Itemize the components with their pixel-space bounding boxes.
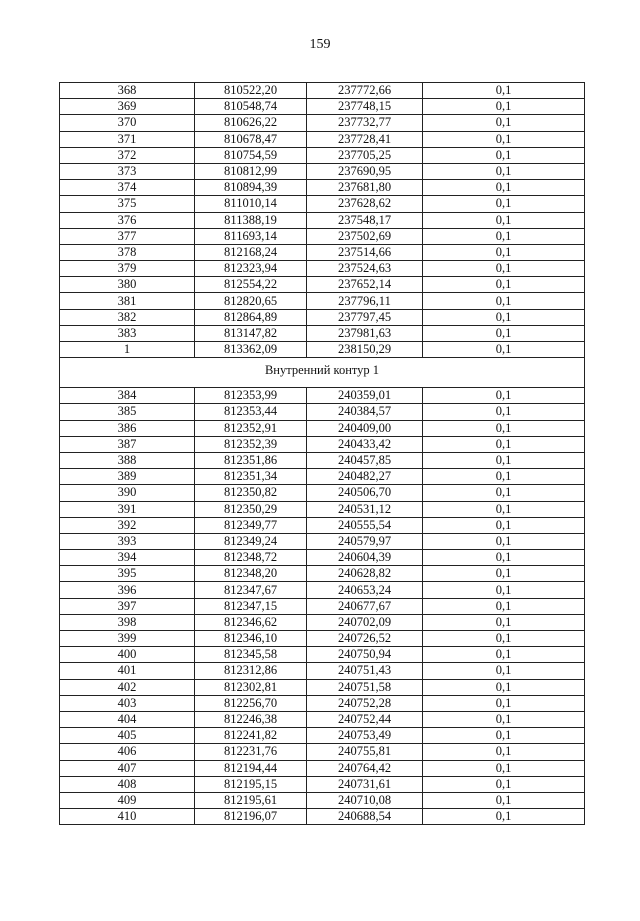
- table-row: [60, 695, 585, 711]
- table-row: [60, 760, 585, 776]
- accuracy-cell: 0,1: [423, 180, 585, 196]
- point-number-cell: 1: [60, 342, 195, 358]
- point-number-cell: 408: [60, 776, 195, 792]
- y-coordinate-cell: 240433,42: [307, 436, 423, 452]
- point-number-cell: 376: [60, 212, 195, 228]
- accuracy-cell: 0,1: [423, 809, 585, 825]
- table-row: [60, 792, 585, 808]
- accuracy-cell: 0,1: [423, 131, 585, 147]
- point-number-cell: 368: [60, 83, 195, 99]
- y-coordinate-cell: 240482,27: [307, 469, 423, 485]
- table-row: [60, 744, 585, 760]
- accuracy-cell: 0,1: [423, 115, 585, 131]
- point-number-cell: 396: [60, 582, 195, 598]
- accuracy-cell: 0,1: [423, 647, 585, 663]
- x-coordinate-cell: 812349,24: [195, 533, 307, 549]
- accuracy-cell: 0,1: [423, 614, 585, 630]
- table-row: [60, 614, 585, 630]
- point-number-cell: 370: [60, 115, 195, 131]
- table-row: [60, 631, 585, 647]
- x-coordinate-cell: 812168,24: [195, 244, 307, 260]
- point-number-cell: 400: [60, 647, 195, 663]
- accuracy-cell: 0,1: [423, 147, 585, 163]
- y-coordinate-cell: 237548,17: [307, 212, 423, 228]
- table-row: [60, 647, 585, 663]
- table-row: [60, 83, 585, 99]
- accuracy-cell: 0,1: [423, 452, 585, 468]
- y-coordinate-cell: 240710,08: [307, 792, 423, 808]
- accuracy-cell: 0,1: [423, 277, 585, 293]
- point-number-cell: 375: [60, 196, 195, 212]
- y-coordinate-cell: 237797,45: [307, 309, 423, 325]
- y-coordinate-cell: 240653,24: [307, 582, 423, 598]
- x-coordinate-cell: 812302,81: [195, 679, 307, 695]
- point-number-cell: 384: [60, 388, 195, 404]
- accuracy-cell: 0,1: [423, 309, 585, 325]
- point-number-cell: 393: [60, 533, 195, 549]
- point-number-cell: 390: [60, 485, 195, 501]
- page-number: 159: [309, 37, 331, 52]
- x-coordinate-cell: 812194,44: [195, 760, 307, 776]
- table-row: [60, 679, 585, 695]
- y-coordinate-cell: 240764,42: [307, 760, 423, 776]
- y-coordinate-cell: 240753,49: [307, 728, 423, 744]
- y-coordinate-cell: 240702,09: [307, 614, 423, 630]
- x-coordinate-cell: 812352,39: [195, 436, 307, 452]
- table-row: [60, 809, 585, 825]
- point-number-cell: 410: [60, 809, 195, 825]
- x-coordinate-cell: 811388,19: [195, 212, 307, 228]
- x-coordinate-cell: 812345,58: [195, 647, 307, 663]
- point-number-cell: 406: [60, 744, 195, 760]
- y-coordinate-cell: 237652,14: [307, 277, 423, 293]
- y-coordinate-cell: 240628,82: [307, 566, 423, 582]
- point-number-cell: 374: [60, 180, 195, 196]
- y-coordinate-cell: 237628,62: [307, 196, 423, 212]
- table-row: [60, 728, 585, 744]
- table-row: [60, 469, 585, 485]
- y-coordinate-cell: 238150,29: [307, 342, 423, 358]
- point-number-cell: 377: [60, 228, 195, 244]
- table-row: [60, 293, 585, 309]
- coordinates-table: [59, 82, 585, 825]
- x-coordinate-cell: 810678,47: [195, 131, 307, 147]
- accuracy-cell: 0,1: [423, 212, 585, 228]
- x-coordinate-cell: 812323,94: [195, 261, 307, 277]
- accuracy-cell: 0,1: [423, 196, 585, 212]
- table-row: [60, 163, 585, 179]
- table-row: [60, 663, 585, 679]
- y-coordinate-cell: 237748,15: [307, 99, 423, 115]
- accuracy-cell: 0,1: [423, 404, 585, 420]
- point-number-cell: 385: [60, 404, 195, 420]
- y-coordinate-cell: 237705,25: [307, 147, 423, 163]
- table-row: [60, 261, 585, 277]
- x-coordinate-cell: 810626,22: [195, 115, 307, 131]
- accuracy-cell: 0,1: [423, 420, 585, 436]
- y-coordinate-cell: 240384,57: [307, 404, 423, 420]
- point-number-cell: 398: [60, 614, 195, 630]
- y-coordinate-cell: 237524,63: [307, 261, 423, 277]
- point-number-cell: 386: [60, 420, 195, 436]
- accuracy-cell: 0,1: [423, 566, 585, 582]
- point-number-cell: 395: [60, 566, 195, 582]
- table-row: [60, 533, 585, 549]
- point-number-cell: 409: [60, 792, 195, 808]
- x-coordinate-cell: 810754,59: [195, 147, 307, 163]
- table-row: [60, 517, 585, 533]
- table-row: [60, 180, 585, 196]
- x-coordinate-cell: 812347,15: [195, 598, 307, 614]
- point-number-cell: 389: [60, 469, 195, 485]
- x-coordinate-cell: 812346,62: [195, 614, 307, 630]
- x-coordinate-cell: 810548,74: [195, 99, 307, 115]
- table-row: [60, 99, 585, 115]
- y-coordinate-cell: 240409,00: [307, 420, 423, 436]
- point-number-cell: 381: [60, 293, 195, 309]
- point-number-cell: 379: [60, 261, 195, 277]
- y-coordinate-cell: 240731,61: [307, 776, 423, 792]
- x-coordinate-cell: 812350,82: [195, 485, 307, 501]
- table-row: [60, 501, 585, 517]
- y-coordinate-cell: 237502,69: [307, 228, 423, 244]
- accuracy-cell: 0,1: [423, 663, 585, 679]
- point-number-cell: 407: [60, 760, 195, 776]
- accuracy-cell: 0,1: [423, 679, 585, 695]
- y-coordinate-cell: 240750,94: [307, 647, 423, 663]
- accuracy-cell: 0,1: [423, 760, 585, 776]
- point-number-cell: 387: [60, 436, 195, 452]
- table-row: [60, 711, 585, 727]
- accuracy-cell: 0,1: [423, 631, 585, 647]
- x-coordinate-cell: 812312,86: [195, 663, 307, 679]
- y-coordinate-cell: 240726,52: [307, 631, 423, 647]
- table-row: [60, 582, 585, 598]
- y-coordinate-cell: 237728,41: [307, 131, 423, 147]
- point-number-cell: 391: [60, 501, 195, 517]
- y-coordinate-cell: 240677,67: [307, 598, 423, 614]
- table-row: [60, 452, 585, 468]
- accuracy-cell: 0,1: [423, 533, 585, 549]
- accuracy-cell: 0,1: [423, 163, 585, 179]
- table-body-outer-contour: [60, 83, 585, 358]
- y-coordinate-cell: 240604,39: [307, 550, 423, 566]
- x-coordinate-cell: 812196,07: [195, 809, 307, 825]
- x-coordinate-cell: 812353,44: [195, 404, 307, 420]
- accuracy-cell: 0,1: [423, 792, 585, 808]
- accuracy-cell: 0,1: [423, 325, 585, 341]
- x-coordinate-cell: 812352,91: [195, 420, 307, 436]
- point-number-cell: 378: [60, 244, 195, 260]
- accuracy-cell: 0,1: [423, 744, 585, 760]
- accuracy-cell: 0,1: [423, 388, 585, 404]
- y-coordinate-cell: 240531,12: [307, 501, 423, 517]
- table-row: [60, 550, 585, 566]
- table-row: [60, 147, 585, 163]
- accuracy-cell: 0,1: [423, 99, 585, 115]
- section-label: Внутренний контур 1: [60, 358, 585, 388]
- y-coordinate-cell: 237796,11: [307, 293, 423, 309]
- table-row: [60, 212, 585, 228]
- x-coordinate-cell: 810522,20: [195, 83, 307, 99]
- x-coordinate-cell: 812349,77: [195, 517, 307, 533]
- accuracy-cell: 0,1: [423, 293, 585, 309]
- table-row: [60, 404, 585, 420]
- y-coordinate-cell: 240506,70: [307, 485, 423, 501]
- table-row: [60, 776, 585, 792]
- x-coordinate-cell: 812256,70: [195, 695, 307, 711]
- point-number-cell: 373: [60, 163, 195, 179]
- point-number-cell: 399: [60, 631, 195, 647]
- point-number-cell: 402: [60, 679, 195, 695]
- y-coordinate-cell: 240359,01: [307, 388, 423, 404]
- table-row: [60, 420, 585, 436]
- accuracy-cell: 0,1: [423, 776, 585, 792]
- accuracy-cell: 0,1: [423, 244, 585, 260]
- x-coordinate-cell: 812350,29: [195, 501, 307, 517]
- x-coordinate-cell: 812351,86: [195, 452, 307, 468]
- table-row: [60, 131, 585, 147]
- table-row: [60, 277, 585, 293]
- table-row: [60, 388, 585, 404]
- x-coordinate-cell: 810812,99: [195, 163, 307, 179]
- y-coordinate-cell: 237514,66: [307, 244, 423, 260]
- x-coordinate-cell: 812351,34: [195, 469, 307, 485]
- x-coordinate-cell: 812554,22: [195, 277, 307, 293]
- accuracy-cell: 0,1: [423, 436, 585, 452]
- point-number-cell: 403: [60, 695, 195, 711]
- table-row: [60, 485, 585, 501]
- y-coordinate-cell: 240555,54: [307, 517, 423, 533]
- accuracy-cell: 0,1: [423, 517, 585, 533]
- table-row: [60, 309, 585, 325]
- point-number-cell: 388: [60, 452, 195, 468]
- table-row: [60, 436, 585, 452]
- table-row: [60, 196, 585, 212]
- table-section-header: [60, 358, 585, 388]
- accuracy-cell: 0,1: [423, 342, 585, 358]
- accuracy-cell: 0,1: [423, 582, 585, 598]
- y-coordinate-cell: 240755,81: [307, 744, 423, 760]
- table-body-inner-contour: [60, 388, 585, 825]
- accuracy-cell: 0,1: [423, 469, 585, 485]
- x-coordinate-cell: 813147,82: [195, 325, 307, 341]
- x-coordinate-cell: 810894,39: [195, 180, 307, 196]
- table-row: [60, 598, 585, 614]
- point-number-cell: 372: [60, 147, 195, 163]
- point-number-cell: 397: [60, 598, 195, 614]
- accuracy-cell: 0,1: [423, 261, 585, 277]
- x-coordinate-cell: 812195,15: [195, 776, 307, 792]
- table-row: [60, 342, 585, 358]
- y-coordinate-cell: 237732,77: [307, 115, 423, 131]
- table-row: [60, 228, 585, 244]
- x-coordinate-cell: 812346,10: [195, 631, 307, 647]
- accuracy-cell: 0,1: [423, 485, 585, 501]
- x-coordinate-cell: 813362,09: [195, 342, 307, 358]
- x-coordinate-cell: 812348,72: [195, 550, 307, 566]
- y-coordinate-cell: 240751,58: [307, 679, 423, 695]
- x-coordinate-cell: 812231,76: [195, 744, 307, 760]
- y-coordinate-cell: 240579,97: [307, 533, 423, 549]
- x-coordinate-cell: 812241,82: [195, 728, 307, 744]
- point-number-cell: 392: [60, 517, 195, 533]
- y-coordinate-cell: 240457,85: [307, 452, 423, 468]
- x-coordinate-cell: 812246,38: [195, 711, 307, 727]
- x-coordinate-cell: 812348,20: [195, 566, 307, 582]
- x-coordinate-cell: 812864,89: [195, 309, 307, 325]
- accuracy-cell: 0,1: [423, 711, 585, 727]
- x-coordinate-cell: 812820,65: [195, 293, 307, 309]
- point-number-cell: 382: [60, 309, 195, 325]
- table-row: [60, 115, 585, 131]
- accuracy-cell: 0,1: [423, 550, 585, 566]
- accuracy-cell: 0,1: [423, 501, 585, 517]
- y-coordinate-cell: 237681,80: [307, 180, 423, 196]
- table-row: [60, 325, 585, 341]
- y-coordinate-cell: 240751,43: [307, 663, 423, 679]
- accuracy-cell: 0,1: [423, 695, 585, 711]
- point-number-cell: 394: [60, 550, 195, 566]
- table-row: [60, 566, 585, 582]
- accuracy-cell: 0,1: [423, 598, 585, 614]
- y-coordinate-cell: 237690,95: [307, 163, 423, 179]
- accuracy-cell: 0,1: [423, 228, 585, 244]
- point-number-cell: 369: [60, 99, 195, 115]
- table-row: [60, 244, 585, 260]
- y-coordinate-cell: 240752,44: [307, 711, 423, 727]
- x-coordinate-cell: 812353,99: [195, 388, 307, 404]
- y-coordinate-cell: 237981,63: [307, 325, 423, 341]
- x-coordinate-cell: 812195,61: [195, 792, 307, 808]
- y-coordinate-cell: 240752,28: [307, 695, 423, 711]
- accuracy-cell: 0,1: [423, 83, 585, 99]
- point-number-cell: 383: [60, 325, 195, 341]
- y-coordinate-cell: 237772,66: [307, 83, 423, 99]
- x-coordinate-cell: 812347,67: [195, 582, 307, 598]
- y-coordinate-cell: 240688,54: [307, 809, 423, 825]
- point-number-cell: 371: [60, 131, 195, 147]
- accuracy-cell: 0,1: [423, 728, 585, 744]
- point-number-cell: 404: [60, 711, 195, 727]
- section-row: [60, 358, 585, 388]
- x-coordinate-cell: 811693,14: [195, 228, 307, 244]
- point-number-cell: 405: [60, 728, 195, 744]
- point-number-cell: 401: [60, 663, 195, 679]
- x-coordinate-cell: 811010,14: [195, 196, 307, 212]
- point-number-cell: 380: [60, 277, 195, 293]
